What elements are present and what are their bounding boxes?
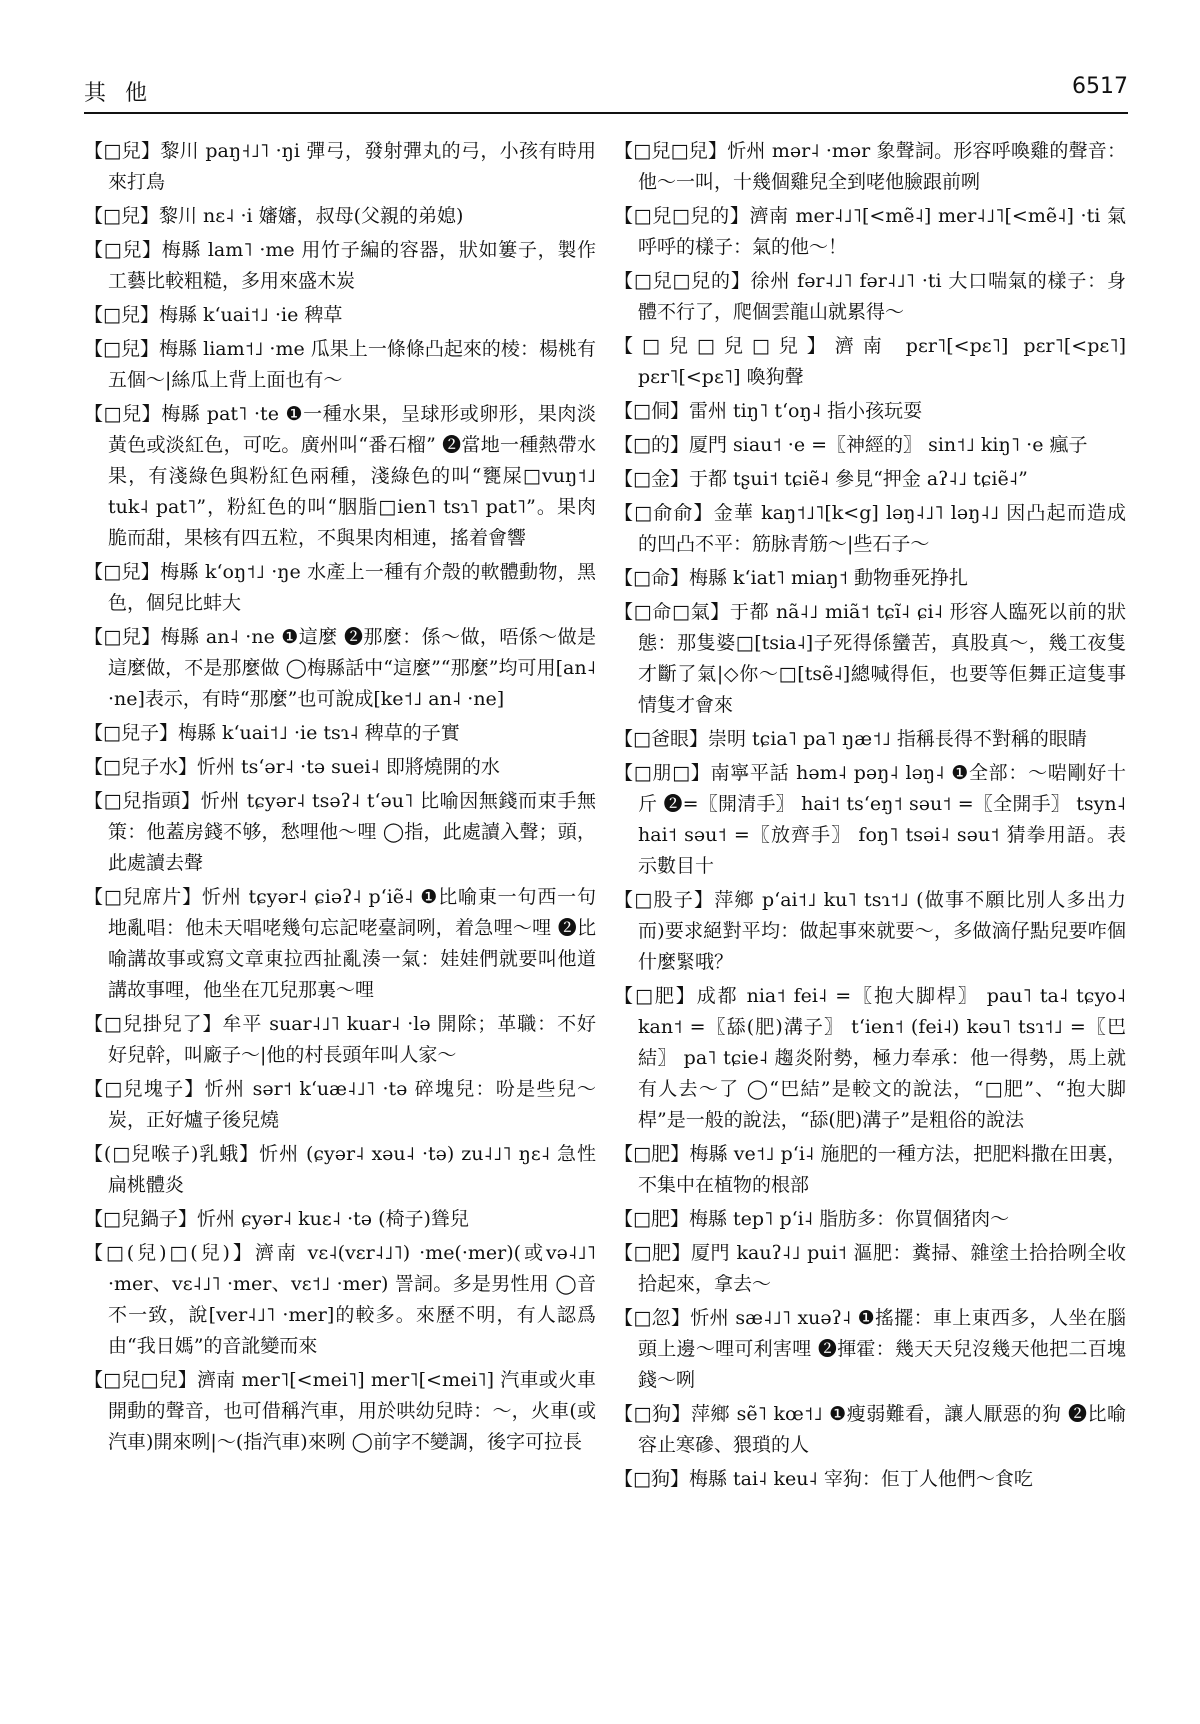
dictionary-entry — [614, 464, 1126, 495]
entry-headword: 【□狗】 — [614, 1468, 689, 1490]
entry-headword: 【□兒□兒□兒】 — [614, 335, 835, 357]
entry-definition: 忻州 tɕyər˨ tsəʔ˨ tʻəu˥ 比喻因無錢而束手無策：他蓋房錢不够，愁哩他～哩 ◯指，此處讀入聲；頭，此處讀去聲 — [108, 790, 596, 874]
section-title: 其 他 — [84, 81, 153, 106]
entry-definition: 萍鄉 sẽ˥ kœ˦˩ ❶瘦弱難看，讓人厭惡的狗 ❷比喻容止寒磣、猥瑣的人 — [638, 1403, 1126, 1456]
entry-definition: 梅縣 pat˥ ·te ❶一種水果，呈球形或卵形，果肉淡黃色或淡紅色，可吃。廣州叫“番石榴” ❷當地一種熱帶水果，有淺綠色與粉紅色兩種，淺綠色的叫“甕屎□vuŋ˦˩ tuk˨ pat˥”，粉紅色的叫“胭脂□ien˥ tsɿ˥ pat˥”。果肉脆而甜，果核有四五粒，不與果肉相連，搖着會響 — [108, 403, 596, 549]
entry-headword: 【□兒】 — [84, 205, 159, 227]
entry-definition: 萍鄉 pʻai˦˩ ku˥ tsɿ˦˩ (做事不願比別人多出力而)要求絕對平均：做起事來就要～，多做滴仔點兒要咋個什麼緊哦？ — [638, 889, 1127, 973]
entry-definition: 梅縣 tai˨ keu˨ 宰狗：佢丁人他們～食吃 — [688, 1468, 1033, 1490]
entry-headword: 【□兒】 — [84, 338, 160, 360]
entry-headword: 【(□兒喉子)乳蛾】 — [84, 1143, 260, 1165]
dictionary-entry — [84, 334, 596, 396]
entry-definition: 黎川 paŋ˧˩˥ ·ŋi 彈弓，發射彈丸的弓，小孩有時用來打鳥 — [108, 140, 597, 193]
dictionary-entry — [84, 201, 596, 232]
dictionary-entry — [614, 1204, 1126, 1235]
entry-headword: 【□兒□兒】 — [84, 1369, 197, 1391]
entry-definition: 濟南 mer˨˩˥[<mẽ˨] mer˨˩˥[<mẽ˨] ·ti 氣呼呼的樣子：氣的他～！ — [638, 205, 1126, 258]
dictionary-entry — [614, 266, 1126, 328]
dictionary-entry — [84, 399, 596, 554]
dictionary-entry — [84, 882, 596, 1006]
entry-definition: 梅縣 ve˦˩ pʻi˨ 施肥的一種方法，把肥料撒在田裏，不集中在植物的根部 — [638, 1143, 1126, 1196]
entry-headword: 【□金】 — [614, 468, 689, 490]
dictionary-entry — [614, 498, 1126, 560]
entry-headword: 【□兒】 — [84, 561, 161, 583]
entry-headword: 【□俞俞】 — [614, 502, 714, 524]
dictionary-entry — [84, 786, 596, 879]
dictionary-entry — [614, 885, 1126, 978]
entry-definition: 忻州 ɕyər˨ kuɛ˨ ·tə (椅子)聳兒 — [196, 1208, 469, 1230]
entry-definition: 厦門 siau˦ ·e =〖神經的〗 sin˦˩ kiŋ˥ ·e 瘋子 — [688, 434, 1088, 456]
entry-definition: 雷州 tiŋ˥ tʻoŋ˨ 指小孩玩耍 — [688, 400, 923, 422]
entry-headword: 【□兒□兒】 — [614, 140, 728, 162]
entry-headword: 【□肥】 — [614, 1242, 691, 1264]
entry-headword: 【□肥】 — [614, 1143, 690, 1165]
entry-headword: 【□兒】 — [84, 403, 162, 425]
entry-headword: 【□侗】 — [614, 400, 689, 422]
entry-definition: 南寧平話 həm˨ pəŋ˨ ləŋ˨ ❶全部：～啱剛好十斤 ❷=〖開清手〗 hai˦ tsʻeŋ˦ səu˦ =〖全開手〗 tsyn˨ hai˦ səu˦ =〖放齊手〗 foŋ˥ tsəi˨ səu˦ 猜拳用語。表示數目十 — [638, 762, 1126, 877]
entry-definition: 忻州 tɕyər˨ ɕiəʔ˨ pʻiẽ˨ ❶比喻東一句西一句地亂唱：他未天唱咾幾句忘記咾臺詞咧，着急哩～哩 ❷比喻講故事或寫文章東拉西扯亂湊一氣：娃娃們就要叫他道講故事哩，他坐在兀兒那裏～哩 — [108, 886, 597, 1001]
entry-headword: 【□兒塊子】 — [84, 1078, 205, 1100]
entry-headword: 【□兒□兒的】 — [614, 205, 750, 227]
entry-definition: 于都 tʂui˦ tɕiẽ˨ 參見“押金 aʔ˨˩ tɕiẽ˨” — [688, 468, 1028, 490]
page-number: 6517 — [1072, 74, 1128, 99]
entry-definition: 濟南 mer˥[<mei˥] mer˥[<mei˥] 汽車或火車開動的聲音，也可借稱汽車，用於哄幼兒時：～，火車(或汽車)開來咧|～(指汽車)來咧 ◯前字不變調，後字可拉長 — [108, 1369, 597, 1453]
entry-definition: 崇明 tɕia˥ pa˥ ŋæ˦˩ 指稱長得不對稱的眼睛 — [707, 728, 1087, 750]
entry-headword: 【□(兒)□(兒)】 — [84, 1242, 255, 1264]
entry-headword: 【□兒】 — [84, 626, 161, 648]
entry-headword: 【□兒】 — [84, 140, 161, 162]
entry-definition: 忻州 sər˦ kʻuæ˨˩˥ ·tə 碎塊兒：吩是些兒～炭，正好爐子後兒燒 — [108, 1078, 596, 1131]
entry-headword: 【□兒指頭】 — [84, 790, 201, 812]
dictionary-entry — [84, 557, 596, 619]
entry-definition: 忻州 (ɕyər˨ xəu˨ ·tə) zu˨˩˥ ŋɛ˨ 急性扁桃體炎 — [108, 1143, 596, 1196]
dictionary-entry — [84, 1009, 596, 1071]
entry-definition: 忻州 sæ˨˩˥ xuəʔ˨ ❶搖擺：車上東西多，人坐在腦頭上邊～哩可利害哩 ❷揮霍：幾天天兒沒幾天他把二百塊錢～咧 — [638, 1307, 1126, 1391]
dictionary-entry — [614, 1139, 1126, 1201]
entry-definition: 梅縣 kʻoŋ˦˩ ·ŋe 水產上一種有介殼的軟體動物，黑色，個兒比蚌大 — [108, 561, 597, 614]
entry-definition: 梅縣 lam˥ ·me 用竹子編的容器，狀如簍子，製作工藝比較粗糙，多用來盛木炭 — [108, 239, 597, 292]
entry-definition: 黎川 nɛ˨ ·i 嬸嬸，叔母(父親的弟媳) — [158, 205, 464, 227]
entry-definition: 牟平 suar˨˩˥ kuar˨ ·lə 開除；革職：不好好兒幹，叫廠子～|他的村長頭年叫人家～ — [108, 1013, 596, 1066]
entry-definition: 梅縣 tep˥ pʻi˨ 脂肪多：你買個猪肉～ — [688, 1208, 1010, 1230]
entry-headword: 【□肥】 — [614, 985, 697, 1007]
dictionary-entry — [614, 201, 1126, 263]
dictionary-entry — [84, 622, 596, 715]
entry-headword: 【□朋□】 — [614, 762, 711, 784]
dictionary-entry — [614, 430, 1126, 461]
dictionary-entry — [614, 1303, 1126, 1396]
dictionary-entry — [84, 1204, 596, 1235]
entry-definition: 梅縣 kʻiat˥ miaŋ˦ 動物垂死挣扎 — [688, 567, 969, 589]
entry-definition: 梅縣 an˨ ·ne ❶這麼 ❷那麼：係～做，唔係～做是這麼做，不是那麼做 ◯梅縣話中“這麼”“那麼”均可用[an˨ ·ne]表示，有時“那麼”也可說成[ke˦˩ an˨ ·ne] — [108, 626, 597, 710]
entry-headword: 【□爸眼】 — [614, 728, 708, 750]
entry-headword: 【□兒掛兒了】 — [84, 1013, 223, 1035]
dictionary-entry — [84, 752, 596, 783]
dictionary-entry — [614, 597, 1126, 721]
dictionary-entry — [614, 563, 1126, 594]
entry-definition: 忻州 tsʻər˨ ·tə suei˨ 即將燒開的水 — [196, 756, 500, 778]
entry-headword: 【□狗】 — [614, 1403, 692, 1425]
entry-headword: 【□兒鍋子】 — [84, 1208, 197, 1230]
dictionary-entry — [614, 331, 1126, 393]
entry-headword: 【□的】 — [614, 434, 689, 456]
entry-headword: 【□忽】 — [614, 1307, 691, 1329]
dictionary-entry — [84, 136, 596, 198]
entry-headword: 【□兒席片】 — [84, 886, 202, 908]
entry-definition: 梅縣 kʻuai˦˩ ·ie tsɿ˨ 稗草的子實 — [177, 722, 460, 744]
entry-definition: 忻州 mər˨ ·mər 象聲詞。形容呼喚雞的聲音：他～一叫，十幾個雞兒全到咾他臉跟前咧 — [638, 140, 1127, 193]
dictionary-entry — [614, 1238, 1126, 1300]
entry-definition: 成都 nia˦ fei˨ =〖抱大脚桿〗 pau˥ ta˨ tɕyo˨ kan˦ =〖舔(肥)溝子〗 tʻien˦ (fei˨) kəu˥ tsɿ˦˩ =〖巴結〗 pa˥ tɕie˨ 趨炎附勢，極力奉承：他一得勢，馬上就有人去～了 ◯“巴結”是較文的說法，“□肥”、“抱大脚桿”是一般的說法，“舔(肥)溝子”是粗俗的說法 — [638, 985, 1126, 1131]
dictionary-entry — [614, 1464, 1126, 1495]
entry-headword: 【□命】 — [614, 567, 689, 589]
entry-headword: 【□兒子】 — [84, 722, 178, 744]
dictionary-entry — [614, 1399, 1126, 1461]
dictionary-entry — [614, 758, 1126, 882]
entry-definition: 于都 nã˨˩ miã˦ tɕĩ˨ ɕi˨ 形容人臨死以前的狀態：那隻婆□[tsia˨]子死得係蠻苦，真股真～，幾工夜隻才斷了氣|◇你～□[tsẽ˨]總喊得佢，也要等佢舞正這隻事情隻才會來 — [638, 601, 1127, 716]
dictionary-entry — [614, 396, 1126, 427]
right-column — [614, 136, 1126, 1498]
entry-headword: 【□兒□兒的】 — [614, 270, 751, 292]
entry-headword: 【□肥】 — [614, 1208, 689, 1230]
dictionary-entry — [614, 724, 1126, 755]
entry-definition: 濟南 pɛr˥[<pɛ˥] pɛr˥[<pɛ˥] pɛr˥[<pɛ˥] 喚狗聲 — [638, 335, 1126, 388]
dictionary-entry — [84, 1365, 596, 1458]
dictionary-entry — [84, 718, 596, 749]
dictionary-entry — [84, 1074, 596, 1136]
dictionary-entry — [84, 300, 596, 331]
entry-definition: 徐州 fər˨˩˥ fər˨˩˥ ·ti 大口喘氣的樣子：身體不行了，爬個雲龍山就累得～ — [638, 270, 1126, 323]
entry-definition: 梅縣 liam˦˩ ·me 瓜果上一條條凸起來的棱：楊桃有五個～|絲瓜上背上面也有～ — [108, 338, 596, 391]
dictionary-entry — [84, 235, 596, 297]
entry-definition: 濟南 vɛ˨(vɛr˨˩˥) ·me(·mer)(或və˨˩˥ ·mer、vɛ˨˩˥ ·mer、vɛ˦˩ ·mer) 詈詞。多是男性用 ◯音不一致，說[ver˨˩˥ ·mer]的較多。來歷不明，有人認爲由“我日媽”的音訛變而來 — [108, 1242, 596, 1357]
entry-definition: 梅縣 kʻuai˦˩ ·ie 稗草 — [158, 304, 343, 326]
left-column — [84, 136, 596, 1461]
dictionary-entry — [614, 136, 1126, 198]
dictionary-entry — [84, 1139, 596, 1201]
page-header — [84, 68, 1128, 114]
entry-headword: 【□兒子水】 — [84, 756, 197, 778]
entry-headword: 【□股子】 — [614, 889, 715, 911]
entry-headword: 【□兒】 — [84, 239, 162, 261]
entry-definition: 金華 kaŋ˦˩˥[k<g] ləŋ˨˩˥ ləŋ˨˩ 因凸起而造成的凹凸不平：筋脉青筋～|些石子～ — [638, 502, 1127, 555]
dictionary-entry — [614, 981, 1126, 1136]
entry-headword: 【□命□氣】 — [614, 601, 730, 623]
entry-headword: 【□兒】 — [84, 304, 159, 326]
dictionary-entry — [84, 1238, 596, 1362]
entry-definition: 厦門 kauʔ˨˩ pui˦ 漚肥：糞掃、雜塗土拾拾咧全收拾起來，拿去～ — [638, 1242, 1126, 1295]
